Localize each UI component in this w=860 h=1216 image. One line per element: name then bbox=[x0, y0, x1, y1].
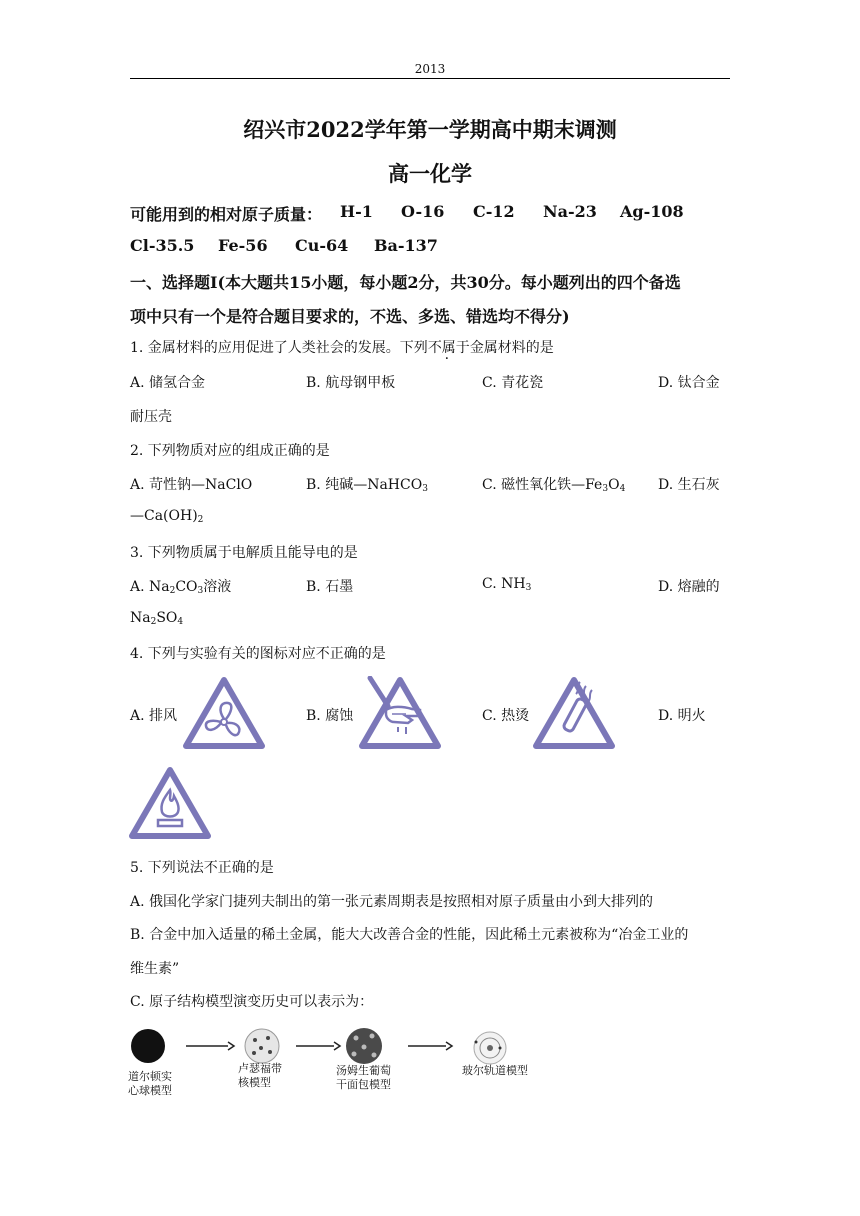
atomic-mass-cu: Cu-64 bbox=[295, 236, 349, 255]
q2-option-d-cont-text: —Ca(OH) bbox=[130, 508, 198, 524]
q3-option-c-sub: 3 bbox=[525, 583, 532, 593]
q2-option-c-sub2: 4 bbox=[619, 484, 626, 494]
thomson-model-label bbox=[336, 1064, 406, 1092]
bohr-model-label bbox=[462, 1064, 542, 1078]
corrosion-warning-icon bbox=[358, 676, 442, 750]
q3-option-d-continued bbox=[130, 610, 183, 627]
q1-option-d-continued: 耐压壳 bbox=[130, 409, 172, 425]
q3-option-c bbox=[482, 576, 531, 593]
q2-option-d: D. 生石灰 bbox=[658, 477, 720, 493]
q1-stem bbox=[130, 337, 554, 357]
q2-option-c-text: C. 磁性氧化铁—Fe bbox=[482, 477, 603, 493]
rutherford-label-line1: 卢瑟福带 bbox=[238, 1062, 282, 1075]
dalton-label-line2: 心球模型 bbox=[128, 1084, 172, 1097]
atomic-mass-na: Na-23 bbox=[543, 202, 597, 221]
rutherford-model-icon bbox=[245, 1029, 279, 1063]
q4-option-a: A. 排风 bbox=[130, 708, 178, 724]
flame-warning-icon bbox=[128, 766, 212, 840]
q3-stem: 3. 下列物质属于电解质且能导电的是 bbox=[130, 545, 358, 561]
header-year: 2013 bbox=[414, 62, 446, 76]
q3-option-d-cont-sub2: 4 bbox=[177, 617, 184, 627]
rutherford-label-line2: 核模型 bbox=[238, 1076, 271, 1089]
section-instructions-line2: 项中只有一个是符合题目要求的，不选、多选、错选均不得分) bbox=[130, 307, 570, 326]
q1-stem-emphasis: 不属于 bbox=[427, 340, 470, 356]
q5-option-a: A. 俄国化学家门捷列夫制出的第一张元素周期表是按照相对原子质量由小到大排列的 bbox=[130, 894, 654, 910]
atomic-mass-cl: Cl-35.5 bbox=[130, 236, 195, 255]
q4-option-d: D. 明火 bbox=[658, 708, 706, 724]
q2-option-a: A. 苛性钠—NaClO bbox=[130, 477, 253, 493]
q3-option-a bbox=[130, 576, 231, 596]
q3-option-d: D. 熔融的 bbox=[658, 579, 720, 595]
q3-option-a-post: 溶液 bbox=[203, 579, 232, 595]
q5-option-c: C. 原子结构模型演变历史可以表示为： bbox=[130, 994, 374, 1010]
q2-option-d-continued bbox=[130, 508, 203, 525]
q4-option-b: B. 腐蚀 bbox=[306, 708, 354, 724]
q1-option-a: A. 储氢合金 bbox=[130, 375, 206, 391]
thomson-label-line2: 干面包模型 bbox=[336, 1078, 391, 1091]
atomic-mass-c: C-12 bbox=[473, 202, 515, 221]
q2-option-c-mid: O bbox=[608, 477, 620, 493]
exam-subject: 高一化学 bbox=[388, 161, 472, 186]
atomic-mass-fe: Fe-56 bbox=[218, 236, 268, 255]
q3-option-a-sub1: 2 bbox=[169, 586, 176, 596]
thomson-label-line1: 汤姆生葡萄 bbox=[336, 1064, 391, 1077]
q1-stem-pre: 1. 金属材料的应用促进了人类社会的发展。下列 bbox=[130, 340, 428, 356]
dalton-model-icon bbox=[131, 1029, 165, 1063]
dalton-label-line1: 道尔顿实 bbox=[128, 1070, 172, 1083]
q1-stem-post: 金属材料的是 bbox=[469, 340, 554, 356]
atomic-mass-ag: Ag-108 bbox=[620, 202, 684, 221]
fan-warning-icon bbox=[182, 676, 266, 750]
hot-surface-warning-icon bbox=[532, 676, 616, 750]
atomic-mass-ba: Ba-137 bbox=[374, 236, 438, 255]
q2-option-c bbox=[482, 474, 625, 494]
q2-option-b-text: B. 纯碱—NaHCO bbox=[306, 477, 423, 493]
q3-option-d-cont-text: Na bbox=[130, 610, 151, 626]
q3-option-b: B. 石墨 bbox=[306, 579, 354, 595]
atomic-mass-label: 可能用到的相对原子质量： bbox=[130, 205, 323, 224]
q2-option-d-cont-sub: 2 bbox=[197, 515, 204, 525]
q1-option-d: D. 钛合金 bbox=[658, 375, 720, 391]
rutherford-model-label bbox=[238, 1062, 288, 1090]
q4-stem: 4. 下列与实验有关的图标对应不正确的是 bbox=[130, 646, 386, 662]
q3-option-a-mid: CO bbox=[175, 579, 198, 595]
atomic-mass-o: O-16 bbox=[401, 202, 445, 221]
q5-stem: 5. 下列说法不正确的是 bbox=[130, 860, 274, 876]
q3-option-c-text: C. NH bbox=[482, 576, 526, 592]
header-rule bbox=[130, 78, 730, 79]
atomic-mass-h: H-1 bbox=[340, 202, 373, 221]
q2-option-c-sub1: 3 bbox=[602, 484, 609, 494]
exam-title: 绍兴市2022学年第一学期高中期末调测 bbox=[243, 117, 617, 142]
atomic-model-evolution-figure bbox=[128, 1024, 548, 1104]
q3-option-d-cont-mid: SO bbox=[156, 610, 178, 626]
q3-option-a-sub2: 3 bbox=[197, 586, 204, 596]
q3-option-d-cont-sub1: 2 bbox=[150, 617, 157, 627]
q1-option-c: C. 青花瓷 bbox=[482, 375, 544, 391]
q2-stem: 2. 下列物质对应的组成正确的是 bbox=[130, 443, 330, 459]
q5-option-b-line1: B. 合金中加入适量的稀土金属，能大大改善合金的性能，因此稀土元素被称为“冶金工业的 bbox=[130, 927, 689, 943]
dalton-model-label bbox=[128, 1070, 176, 1098]
q2-option-b bbox=[306, 474, 428, 494]
q3-option-a-text: A. Na bbox=[130, 579, 170, 595]
q1-option-b: B. 航母钢甲板 bbox=[306, 375, 396, 391]
section-instructions-line1: 一、选择题I(本大题共15小题，每小题2分，共30分。每小题列出的四个备选 bbox=[130, 273, 681, 292]
q5-option-b-line2: 维生素” bbox=[130, 961, 180, 977]
q2-option-b-sub: 3 bbox=[422, 484, 428, 494]
bohr-label-line2: 玻尔轨道模型 bbox=[462, 1064, 528, 1077]
q4-option-c: C. 热烫 bbox=[482, 708, 530, 724]
